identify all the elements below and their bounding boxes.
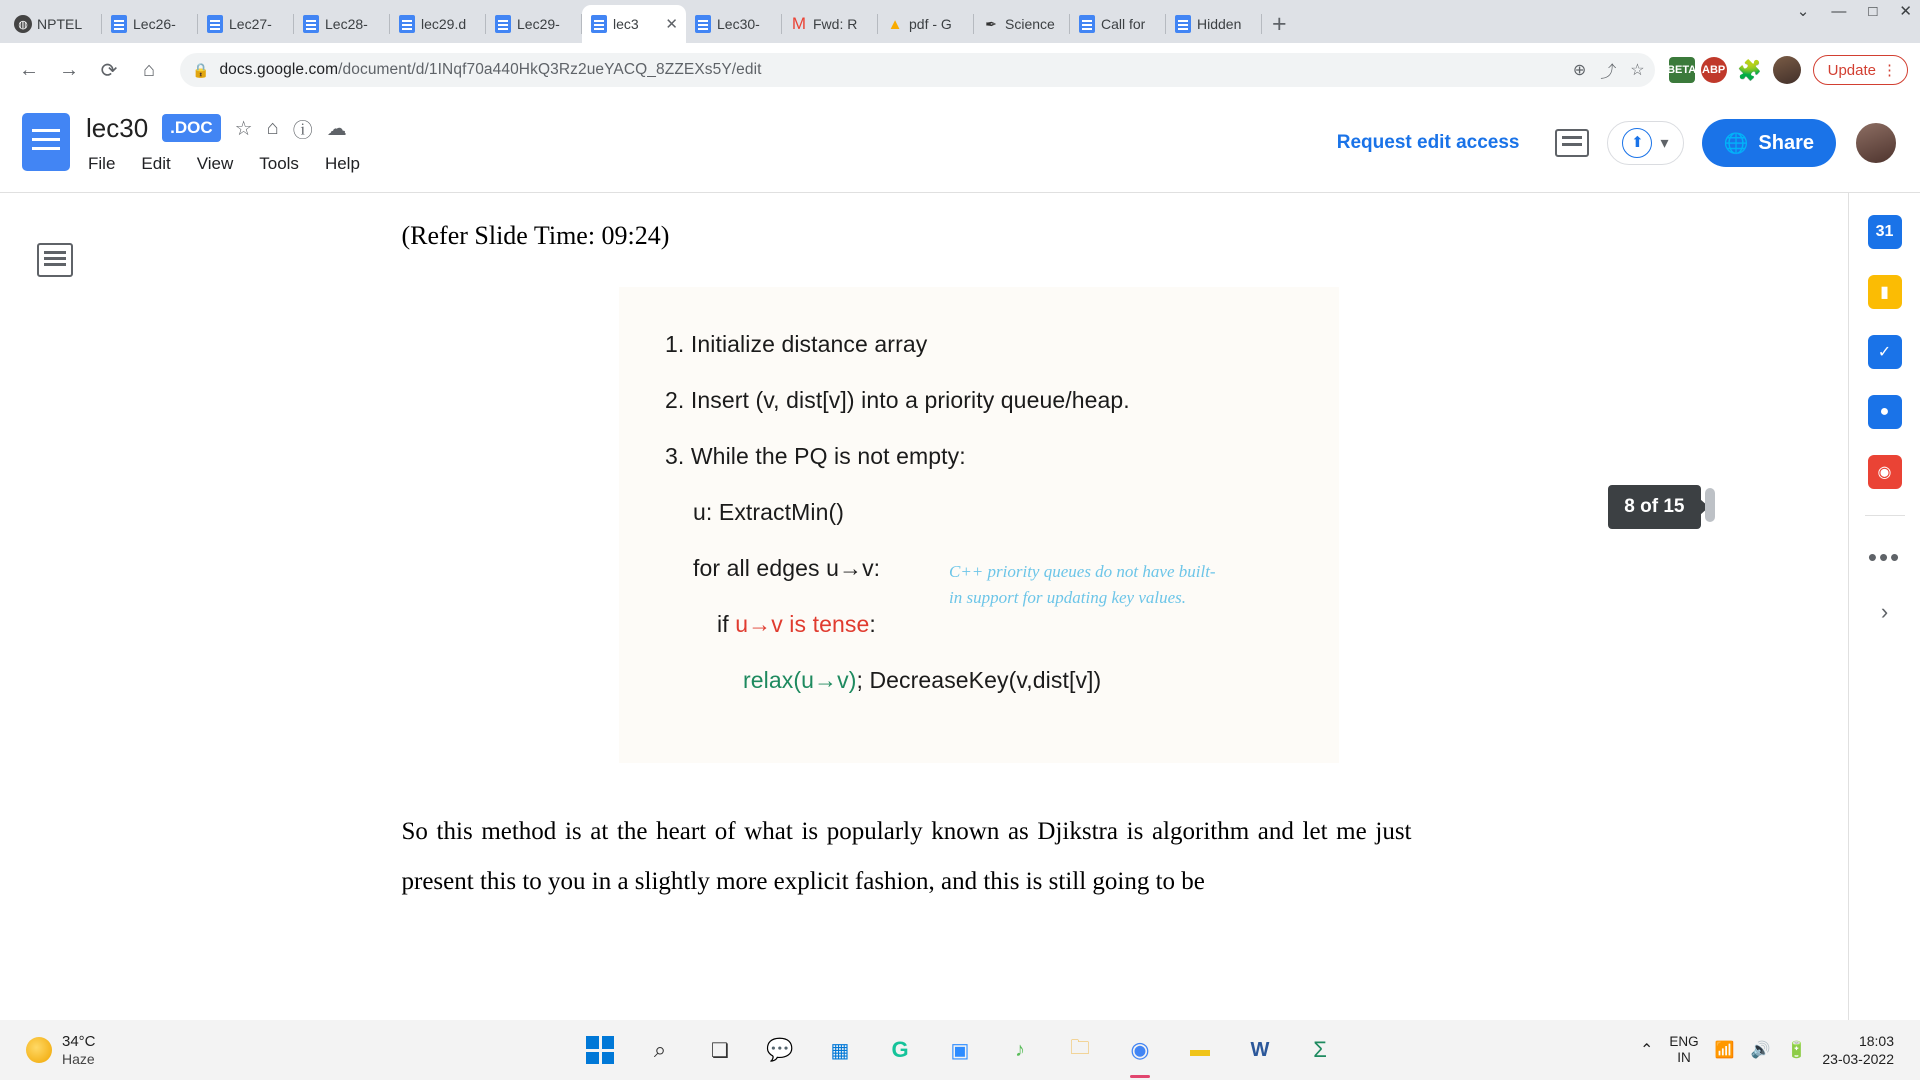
- forward-icon[interactable]: →: [59, 58, 79, 81]
- docs-header: [0, 97, 1920, 192]
- sigma-app-icon[interactable]: Σ: [1313, 1037, 1327, 1062]
- new-tab-button[interactable]: +: [1272, 10, 1287, 38]
- docs-icon: [110, 15, 128, 33]
- google-calendar-icon[interactable]: 31: [1868, 215, 1902, 249]
- tab-gmail[interactable]: [782, 5, 878, 43]
- tab-label: Lec30-: [717, 16, 760, 32]
- relax-rest: ; DecreaseKey(v,dist[v]): [856, 667, 1102, 693]
- docs-icon: [590, 15, 608, 33]
- clock-time: 18:03: [1858, 1032, 1894, 1049]
- google-chrome-icon[interactable]: ◉: [1123, 1033, 1157, 1067]
- tab-call-for[interactable]: [1070, 5, 1166, 43]
- tab-label: NPTEL: [37, 16, 83, 32]
- weather-condition: Haze: [62, 1051, 95, 1068]
- more-addons-icon[interactable]: •••: [1867, 542, 1902, 572]
- expand-side-panel-icon[interactable]: ›: [1880, 599, 1889, 624]
- minimize-button[interactable]: —: [1831, 3, 1847, 20]
- chevron-down-icon[interactable]: ▾: [1660, 135, 1669, 152]
- profile-avatar[interactable]: [1773, 56, 1801, 84]
- menu-bar: [86, 151, 362, 177]
- slide-image: [619, 287, 1339, 763]
- tab-science[interactable]: [974, 5, 1070, 43]
- docs-icon: [694, 15, 712, 33]
- star-icon[interactable]: ☆: [234, 117, 253, 140]
- tab-label: pdf - G: [909, 16, 952, 32]
- url-path: /document/d/1INqf70a440HkQ3Rz2ueYACQ_8ZZEXs5Y/edit: [338, 61, 762, 78]
- tab-nptel[interactable]: [6, 5, 102, 43]
- scrollbar-thumb[interactable]: [1705, 488, 1715, 522]
- tab-label: lec3: [613, 16, 639, 32]
- tab-strip: [0, 0, 1920, 43]
- request-edit-access-button[interactable]: Request edit access: [1336, 132, 1520, 153]
- side-panel: [1848, 193, 1920, 1020]
- language-line1: ENG: [1669, 1033, 1699, 1049]
- volume-icon[interactable]: 🔊: [1750, 1042, 1771, 1059]
- zoom-icon[interactable]: ▣: [950, 1039, 970, 1062]
- tab-hidden[interactable]: [1166, 5, 1262, 43]
- comment-icon[interactable]: [1555, 129, 1589, 157]
- offline-icon[interactable]: ☁: [326, 117, 347, 140]
- windows-logo-icon: [586, 1036, 614, 1064]
- slide-line-2: 2. Insert (v, dist[v]) into a priority queue/heap.: [665, 387, 1130, 413]
- tab-label: Lec27-: [229, 16, 272, 32]
- address-bar[interactable]: [180, 53, 1655, 87]
- share-label: Share: [1758, 131, 1814, 154]
- taskbar-icons: [583, 1033, 1337, 1067]
- google-maps-icon[interactable]: ◉: [1868, 455, 1902, 489]
- share-button[interactable]: [1702, 119, 1837, 167]
- tense-suffix: :: [869, 611, 876, 637]
- tab-lec29[interactable]: [486, 5, 582, 43]
- document-status-icon[interactable]: ⓘ: [292, 119, 313, 142]
- url-text: [219, 61, 761, 79]
- beta-extension-icon[interactable]: BETA: [1669, 57, 1695, 83]
- google-keep-icon[interactable]: ▮: [1868, 275, 1902, 309]
- slide-line-4: u: ExtractMin(): [693, 499, 845, 525]
- document-outline-icon[interactable]: [37, 243, 73, 277]
- google-contacts-icon[interactable]: ●: [1868, 395, 1902, 429]
- document-canvas[interactable]: [110, 193, 1848, 1020]
- docs-icon: [398, 15, 416, 33]
- language-line2: IN: [1677, 1050, 1691, 1065]
- weather-temp: 34°C: [62, 1032, 96, 1050]
- star-icon[interactable]: ☆: [1630, 62, 1645, 79]
- search-icon[interactable]: ⌕: [653, 1037, 667, 1062]
- docs-icon: [1174, 15, 1192, 33]
- body-paragraph: So this method is at the heart of what is popularly known as Djikstra is algorithm and let me just present this to you in a slightly more explicit fashion, and this is still going to be: [401, 818, 1412, 895]
- docs-icon: [206, 15, 224, 33]
- docs-icon: [302, 15, 320, 33]
- tab-lec28[interactable]: [294, 5, 390, 43]
- docs-icon: [1078, 15, 1096, 33]
- file-explorer-icon[interactable]: 🗀: [1070, 1037, 1090, 1059]
- widgets-icon[interactable]: ▦: [830, 1039, 850, 1062]
- share-icon[interactable]: ⤴: [1600, 63, 1617, 81]
- task-view-icon[interactable]: ❏: [711, 1039, 729, 1062]
- close-icon[interactable]: ✕: [665, 16, 678, 33]
- wifi-icon[interactable]: 📶: [1714, 1042, 1735, 1059]
- tense-condition: u→v is tense: [735, 611, 870, 637]
- tab-label: Lec29-: [517, 16, 560, 32]
- tab-label: Science: [1005, 16, 1055, 32]
- omnibox-actions: [1573, 59, 1645, 82]
- home-icon[interactable]: ⌂: [142, 58, 156, 81]
- tab-lec27[interactable]: [198, 5, 294, 43]
- menu-file[interactable]: File: [88, 154, 116, 173]
- present-upload-button[interactable]: [1607, 121, 1683, 165]
- docs-icon: [494, 15, 512, 33]
- tab-label: Hidden: [1197, 16, 1242, 32]
- slide-line-1: 1. Initialize distance array: [665, 331, 928, 357]
- grammarly-icon[interactable]: G: [891, 1037, 909, 1062]
- relax-call: relax(u→v): [743, 667, 857, 693]
- close-window-button[interactable]: ✕: [1899, 3, 1912, 20]
- page-indicator: 8 of 15: [1608, 485, 1700, 529]
- show-hidden-icons-icon[interactable]: ⌃: [1639, 1042, 1654, 1059]
- tab-label: Fwd: R: [813, 16, 858, 32]
- tab-label: Lec26-: [133, 16, 176, 32]
- slide-time-label: (Refer Slide Time: 09:24): [401, 221, 670, 250]
- document-title[interactable]: lec30: [86, 112, 149, 143]
- windows-taskbar: [0, 1020, 1920, 1080]
- move-to-folder-icon[interactable]: ⌂: [266, 116, 279, 139]
- tab-search-icon[interactable]: ⌄: [1796, 3, 1810, 20]
- microsoft-word-icon[interactable]: W: [1250, 1038, 1270, 1061]
- menu-tools[interactable]: Tools: [259, 154, 299, 173]
- tab-lec30-active[interactable]: [582, 5, 686, 43]
- gmail-icon: M: [791, 14, 807, 33]
- left-rail: [0, 193, 110, 1020]
- slide-line-5: for all edges u→v:: [693, 555, 881, 581]
- kebab-menu-icon[interactable]: ⋮: [1882, 62, 1897, 79]
- weather-widget[interactable]: [26, 1033, 96, 1068]
- doc-format-badge: .DOC: [162, 114, 221, 142]
- google-tasks-icon[interactable]: ✓: [1868, 335, 1902, 369]
- divider: [1865, 515, 1905, 516]
- menu-view[interactable]: View: [196, 154, 234, 173]
- tab-lec26[interactable]: [102, 5, 198, 43]
- avatar[interactable]: [1854, 121, 1898, 165]
- weather-icon: [26, 1037, 52, 1063]
- window-controls: [1797, 4, 1912, 19]
- science-icon: ✒: [985, 15, 997, 32]
- reload-icon[interactable]: ⟳: [100, 59, 118, 82]
- zoom-icon[interactable]: ⊕: [1572, 62, 1587, 79]
- title-block: [86, 107, 362, 177]
- tab-label: Call for: [1101, 16, 1146, 32]
- tense-prefix: if: [717, 611, 736, 637]
- back-icon[interactable]: ←: [19, 58, 39, 81]
- slide-line-3: 3. While the PQ is not empty:: [665, 443, 966, 469]
- menu-help[interactable]: Help: [324, 154, 360, 173]
- update-label: Update: [1827, 61, 1876, 79]
- battery-icon[interactable]: 🔋: [1786, 1042, 1807, 1059]
- slide-line-6: [717, 611, 1299, 638]
- chat-icon[interactable]: 💬: [766, 1037, 794, 1062]
- document-body: [0, 192, 1920, 1020]
- tab-drive-pdf[interactable]: [878, 5, 974, 43]
- title-row: [86, 107, 362, 149]
- system-tray: [1640, 1032, 1908, 1068]
- handwritten-note: C++ priority queues do not have built-in support for updating key values.: [949, 562, 1216, 608]
- tab-label: lec29.d: [421, 16, 467, 32]
- docs-logo-icon[interactable]: [22, 113, 70, 171]
- document-page: [242, 193, 1717, 1020]
- url-domain: docs.google.com: [219, 61, 339, 78]
- browser-toolbar: [0, 43, 1920, 97]
- tab-lec29-doc[interactable]: [390, 5, 486, 43]
- clock[interactable]: [1822, 1032, 1894, 1068]
- maximize-button[interactable]: □: [1868, 3, 1878, 20]
- clock-date: 23-03-2022: [1822, 1051, 1894, 1067]
- sticky-notes-icon[interactable]: ▬: [1190, 1038, 1210, 1061]
- tab-label: Lec28-: [325, 16, 368, 32]
- globe-icon: 🌐: [1723, 132, 1749, 155]
- lock-icon: 🔒: [192, 61, 210, 78]
- tab-lec30[interactable]: [686, 5, 782, 43]
- drive-icon: ▲: [887, 15, 903, 33]
- menu-edit[interactable]: Edit: [141, 154, 171, 173]
- start-button[interactable]: [583, 1033, 617, 1067]
- adblock-plus-extension-icon[interactable]: ABP: [1701, 57, 1727, 83]
- music-icon[interactable]: ♪: [1015, 1038, 1025, 1061]
- globe-icon: ◍: [14, 15, 32, 33]
- slide-line-7: [743, 667, 1299, 694]
- update-button[interactable]: [1813, 55, 1908, 85]
- extensions-puzzle-icon[interactable]: 🧩: [1737, 59, 1763, 82]
- upload-icon: ⬆: [1622, 128, 1652, 158]
- header-actions: [1319, 107, 1898, 167]
- language-indicator[interactable]: [1669, 1034, 1698, 1066]
